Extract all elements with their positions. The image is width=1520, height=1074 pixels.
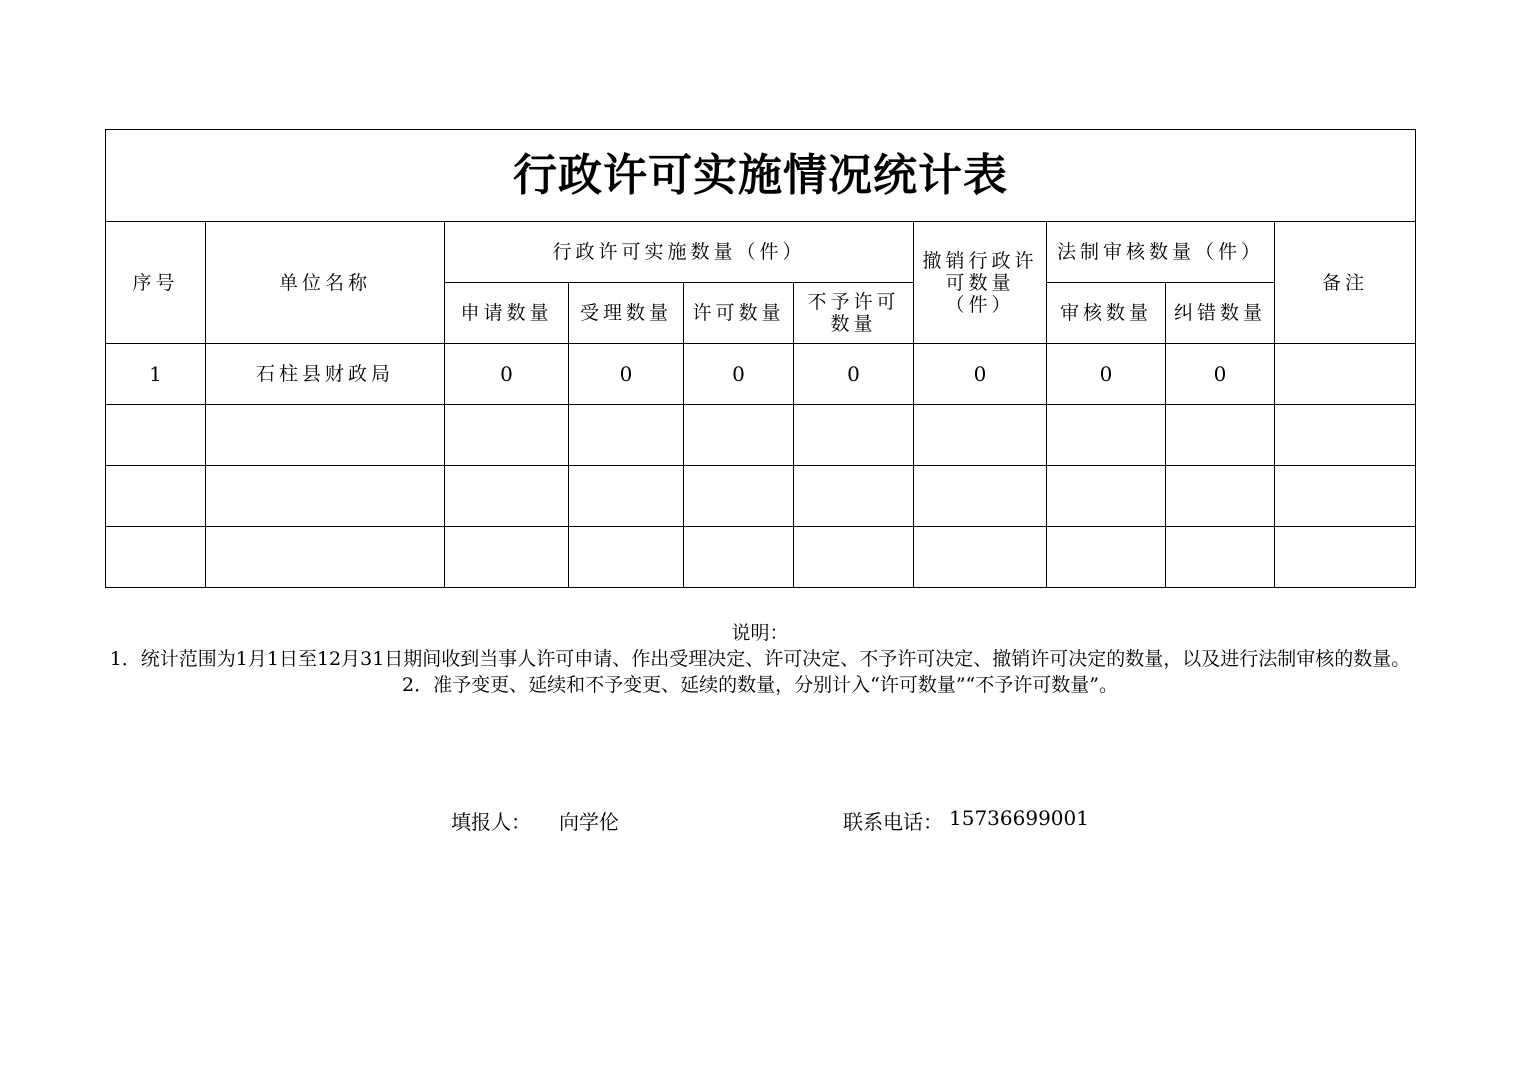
empty-cell	[1047, 466, 1166, 527]
reporter-label: 填报人：	[451, 810, 531, 834]
table-row-empty	[106, 405, 1416, 466]
table-row	[106, 344, 1416, 405]
header-revoke	[914, 222, 1047, 344]
empty-cell	[206, 466, 445, 527]
empty-cell	[569, 405, 684, 466]
empty-cell	[206, 405, 445, 466]
header-deny-label: 不予许可数量	[807, 291, 900, 335]
header-deny	[794, 283, 914, 344]
reporter-name: 向学伦	[559, 810, 619, 834]
notes-item-1: 1．统计范围为1月1日至12月31日期间收到当事人许可申请、作出受理决定、许可决定、不予许可决定、撤销许可决定的数量，以及进行法制审核的数量。	[109, 648, 1411, 670]
empty-cell	[206, 527, 445, 588]
empty-cell	[445, 466, 569, 527]
cell-seq: 1	[106, 344, 206, 405]
empty-cell	[794, 527, 914, 588]
phone-label: 联系电话：	[843, 810, 943, 834]
empty-cell	[106, 466, 206, 527]
empty-cell	[794, 466, 914, 527]
empty-cell	[1047, 527, 1166, 588]
footer	[0, 806, 1520, 834]
empty-cell	[1166, 527, 1275, 588]
empty-cell	[684, 405, 794, 466]
empty-cell	[106, 405, 206, 466]
empty-cell	[1166, 405, 1275, 466]
empty-cell	[914, 466, 1047, 527]
header-remark: 备注	[1275, 222, 1416, 344]
header-review: 审核数量	[1047, 283, 1166, 344]
cell-apply: 0	[445, 344, 569, 405]
empty-cell	[684, 466, 794, 527]
header-legal-group: 法制审核数量（件）	[1047, 222, 1275, 283]
empty-cell	[569, 466, 684, 527]
header-correct: 纠错数量	[1166, 283, 1275, 344]
empty-cell	[569, 527, 684, 588]
header-unit-name: 单位名称	[206, 222, 445, 344]
header-impl-group: 行政许可实施数量（件）	[445, 222, 914, 283]
header-permit: 许可数量	[684, 283, 794, 344]
empty-cell	[794, 405, 914, 466]
empty-cell	[445, 405, 569, 466]
empty-cell	[106, 527, 206, 588]
cell-deny: 0	[794, 344, 914, 405]
cell-review: 0	[1047, 344, 1166, 405]
cell-permit: 0	[684, 344, 794, 405]
empty-cell	[1275, 466, 1416, 527]
empty-cell	[445, 527, 569, 588]
cell-unit: 石柱县财政局	[206, 344, 445, 405]
empty-cell	[1275, 527, 1416, 588]
empty-cell	[1047, 405, 1166, 466]
cell-revoke: 0	[914, 344, 1047, 405]
empty-cell	[1166, 466, 1275, 527]
empty-cell	[684, 527, 794, 588]
table-row-empty	[106, 466, 1416, 527]
statistics-table	[105, 129, 1416, 588]
notes-heading: 说明：	[731, 622, 789, 644]
cell-correct: 0	[1166, 344, 1275, 405]
empty-cell	[914, 527, 1047, 588]
table-row-empty	[106, 527, 1416, 588]
cell-accept: 0	[569, 344, 684, 405]
header-revoke-label: 撤销行政许可数量（件）	[922, 249, 1038, 316]
header-apply: 申请数量	[445, 283, 569, 344]
header-accept: 受理数量	[569, 283, 684, 344]
empty-cell	[1275, 405, 1416, 466]
phone-number: 15736699001	[949, 806, 1089, 830]
empty-cell	[914, 405, 1047, 466]
table-title: 行政许可实施情况统计表	[106, 130, 1416, 222]
header-seq: 序号	[106, 222, 206, 344]
cell-remark	[1275, 344, 1416, 405]
notes-section	[105, 620, 1415, 698]
notes-item-2: 2．准予变更、延续和不予变更、延续的数量，分别计入“许可数量”“不予许可数量”。	[402, 674, 1118, 696]
